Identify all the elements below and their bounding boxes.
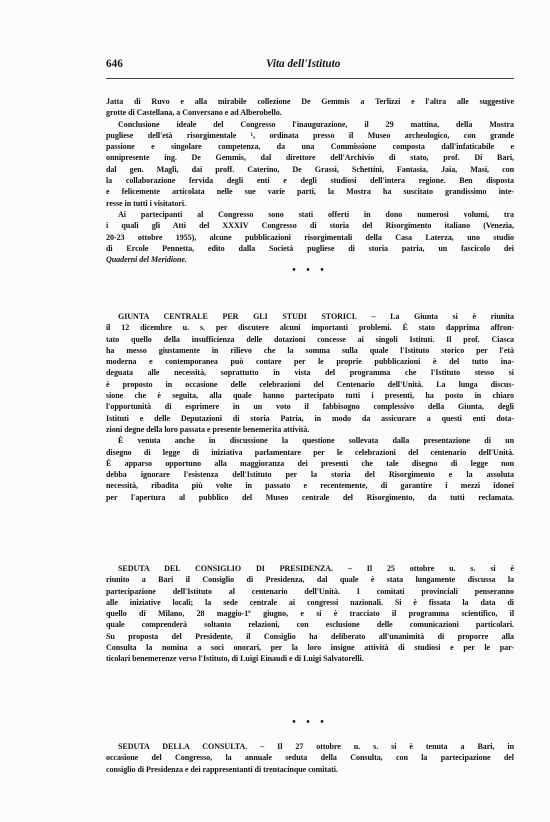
section-consiglio-presidenza [106,563,514,665]
text-line: resse in tutti i visitatori. [106,198,187,208]
text-line: Consulta la nomina a soci onorari, per la loro insigne attività di studiosi e per le par- [106,643,514,653]
text-line: occasione del Congresso, la annuale seduta della Consulta, con la partecipazione del [106,753,514,763]
text-line: deguata alle necessità, soprattutto in vista del programma che l'Istituto stesso si [106,368,514,378]
text-line: quale comprenderà soltanto relazioni, con esclusione delle comunicazioni particolari. [106,620,514,630]
text-line: l'opportunità di esprimere in un voto il fabbisogno complessivo della Giunta, degli [106,402,514,412]
text-line: sione che è seguita, alla quale hanno partecipato tutti i presenti, ha posto in chiaro [106,391,514,401]
header-rule [106,78,514,79]
text-line: necessità, ribadita più volte in passato e recentemente, di garantire i mezzi idonei [106,481,514,491]
text-line: moderna e contemporanea può contare per le proprie pubblicazioni è del tutto ina- [106,357,514,367]
text-line: alle iniziative locali; la sede centrale ai congressi nazionali. Si è fissata la data di [106,597,514,607]
text-line: e felicemente articolata nelle sue varie parti, la Mostra ha suscitato grandissimo inte- [106,187,514,197]
text-line: Ai partecipanti al Congresso sono stati offerti in dono numerosi volumi, tra [118,209,514,219]
text-line: il 12 dicembre u. s. per discutere alcuni importanti problemi. È stato dapprima affron- [106,323,514,333]
section-heading-line: GIUNTA CENTRALE PER GLI STUDI STORICI. – La Giunta si è riunita [118,312,514,321]
text-line: onnipresente ing. De Gemmis, dal direttore dell'Archivio di stato, prof. Di Bari, [106,153,514,163]
running-title: Vita dell'Istituto [266,58,341,70]
section-seduta-consulta [106,741,514,775]
text-line: passione e singolare competenza, da una Commissione composta dall'infaticabile e [106,142,514,152]
text-line: i quali gli Atti del XXXIV Congresso di storia del Risorgimento italiano (Venezia, [106,221,514,231]
paragraph-congress [106,96,514,265]
section-heading-line: SEDUTA DELLA CONSULTA. – Il 27 ottobre u. s. si è tenuta a Bari, in [118,742,514,751]
text-line: ticolari benemerenze verso l'Istituto, di Luigi Einaudi e di Luigi Salvatorelli. [106,654,364,664]
text-line: partecipazione dell'Istituto al centenario dell'Unità. I comitati provinciali penseranno [106,586,514,596]
text-line: riunito a Bari il Consiglio di Presidenza, dal quale è stata lungamente discussa la [106,575,514,585]
text-line: Conclusione ideale del Congresso l'inaugurazione, il 29 mattina, della Mostra [118,119,514,129]
text-line: grotte di Castellana, a Conversano e ad Alberobello. [106,108,282,118]
text-line: tato quello della insufficienza delle dotazioni concesse ai singoli Istituti. Il prof. Ciasca [106,334,514,344]
text-line: di Ercole Pennetta, edito dalla Società pugliese di storia patria, un fascicolo dei [106,243,514,253]
section-separator: • • • [292,717,328,728]
text-line: quello di Milano, 28 maggio-1º giugno, e si è tracciato il programma scientifico, il [106,609,514,619]
page-number: 646 [106,58,123,70]
section-separator: • • • [292,265,328,276]
text-line: disegno di legge di iniziativa parlamentare per le celebrazioni del centenario dell'Unità. [106,447,514,457]
text-line: Su proposta del Presidente, il Consiglio ha deliberato all'unanimità di proporre alla [106,631,514,641]
text-line: è proposto in occasione delle celebrazioni del Centenario dell'Unità. La lunga discus- [106,379,514,389]
page-header [106,58,514,74]
text-line: Istituti e delle Deputazioni di storia Patria, in modo da assicurare a questi enti dota- [106,413,514,423]
text-line: per l'apertura al pubblico del Museo centrale del Risorgimento, da tutti reclamata. [106,492,514,502]
text-line: consiglio di Presidenza e dei rappresentanti di trentacinque comitati. [106,764,338,774]
text-line: debba ignorare l'esistenza dell'Istituto per la storia del Risorgimento e la assoluta [106,470,514,480]
text-line: dal gen. Magli, dai proff. Caterino, De Grassi, Schettini, Fantasia, Jaia, Masi, con [106,164,514,174]
text-line: È apparso opportuno alla maggioranza dei presenti che tale disegno di legge non [106,458,514,468]
text-line: 20-23 ottobre 1955), alcune pubblicazioni risorgimentali della Casa Laterza, uno studio [106,232,514,242]
text-line: Quaderni del Meridione. [106,255,187,265]
section-giunta-centrale [106,311,514,503]
text-line: zioni degne della loro passata e presente benemerita attività. [106,424,310,434]
text-line: pugliese dell'età risorgimentale ¹, ordinata presso il Museo archeologico, con grande [106,130,514,140]
text-line: È venuta anche in discussione la questione sollevata dalla presentazione di un [118,436,514,446]
text-line: ha messo giustamente in rilievo che la somma sulla quale l'Istituto storico per l'età [106,345,514,355]
text-line: la collaborazione fervida degli enti e degli studiosi dell'intera regione. Ben disposta [106,176,514,186]
section-heading-line: SEDUTA DEL CONSIGLIO DI PRESIDENZA. – Il 25 ottobre u. s. si è [118,564,514,573]
text-line: Jatta di Ruvo e alla mirabile collezione De Gemmis a Terlizzi e l'altra alle suggestive [106,97,514,106]
